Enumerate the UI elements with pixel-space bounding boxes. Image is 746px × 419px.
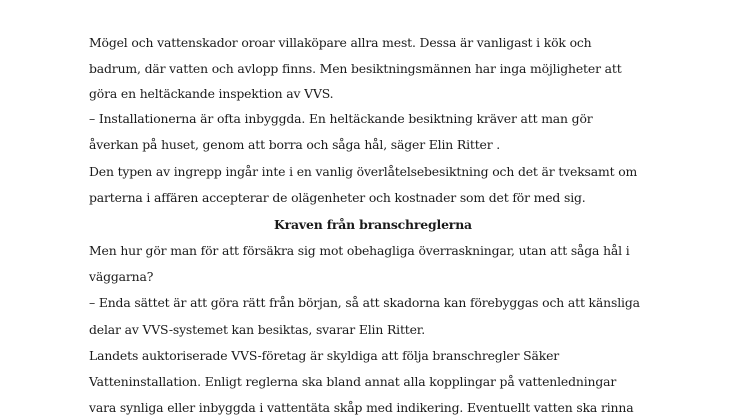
text-line-2: badrum, där vatten och avlopp finns. Men besiktningsmännen har inga möjligheter att <box>89 61 622 76</box>
text-line-8: Men hur gör man för att försäkra sig mot obehagliga överraskningar, utan att såga hål i <box>89 243 630 258</box>
section-heading: Kraven från branschreglerna <box>274 217 472 232</box>
text-line-13: Vatteninstallation. Enligt reglerna ska bland annat alla kopplingar på vattenledningar <box>89 374 617 389</box>
text-line-11: delar av VVS-systemet kan besiktas, svarar Elin Ritter. <box>89 322 426 337</box>
text-line-10: – Enda sättet är att göra rätt från början, så att skadorna kan förebyggas och att känsliga <box>89 295 640 310</box>
text-line-4: – Installationerna är ofta inbyggda. En heltäckande besiktning kräver att man gör <box>89 111 593 126</box>
text-line-9: väggarna? <box>89 269 154 284</box>
text-line-1: Mögel och vattenskador oroar villaköpare allra mest. Dessa är vanligast i kök och <box>89 35 592 50</box>
text-line-5: åverkan på huset, genom att borra och såga hål, säger Elin Ritter . <box>89 137 501 152</box>
text-line-12: Landets auktoriserade VVS-företag är skyldiga att följa branschregler Säker <box>89 348 560 363</box>
text-line-14: vara synliga eller inbyggda i vattentäta skåp med indikering. Eventuellt vatten ska rinna <box>89 400 634 415</box>
text-line-6: Den typen av ingrepp ingår inte i en vanlig överlåtelsebesiktning och det är tveksamt om <box>89 164 638 179</box>
text-line-7: parterna i affären accepterar de olägenheter och kostnader som det för med sig. <box>89 190 586 205</box>
text-line-3: göra en heltäckande inspektion av VVS. <box>89 86 334 101</box>
